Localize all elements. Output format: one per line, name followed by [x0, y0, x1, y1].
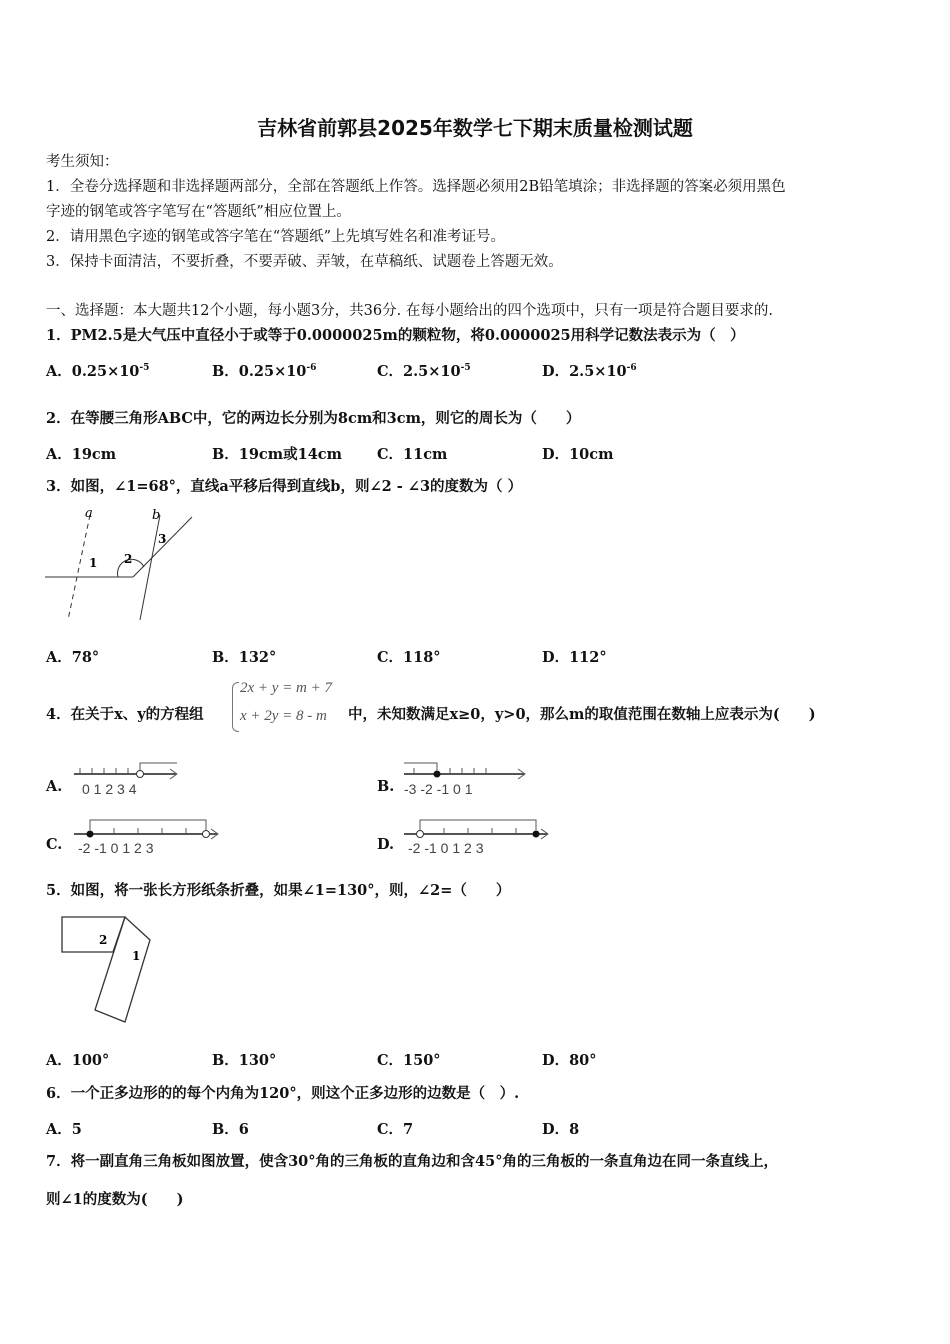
question-7: 7．将一副直角三角板如图放置，使含30°角的三角板的直角边和含45°角的三角板的一条直角边在同一条直线上， — [46, 1153, 778, 1170]
q5-option-b: B．130° — [212, 1052, 277, 1069]
notice-item: 字迹的钢笔或答字笔写在“答题纸”相应位置上。 — [46, 204, 351, 220]
svg-text:-2 -1 0 1 2 3: -2 -1 0 1 2 3 — [408, 840, 484, 855]
q5-option-a: A．100° — [46, 1052, 110, 1069]
q2-option-a: A．19cm — [46, 446, 117, 463]
brace — [232, 682, 239, 732]
q5-option-c: C．150° — [377, 1052, 441, 1069]
q1-option-b: B．$0.25\times 10^{-6}$ — [212, 363, 317, 380]
q6-option-c: C．7 — [377, 1121, 414, 1138]
q6-option-a: A．5 — [46, 1121, 82, 1138]
number-line-c — [72, 815, 227, 855]
q1-option-a: A．$0.25\times 10^{-5}$ — [46, 363, 150, 380]
notice-item: 3．保持卡面清洁，不要折叠，不要弄破、弄皱，在草稿纸、试题卷上答题无效。 — [46, 254, 563, 270]
angle-1-label: 1 — [89, 556, 98, 570]
number-line-b — [402, 760, 532, 798]
angle-2-label: 2 — [99, 933, 108, 947]
page-title: 吉林省前郭县2025年数学七下期末质量检测试题 — [257, 116, 693, 140]
number-line-a — [72, 760, 182, 798]
q4-option-d[interactable]: D. — [377, 836, 395, 853]
question-5: 5．如图，将一张长方形纸条折叠，如果∠1=130°，则，∠2=（ ） — [46, 882, 511, 899]
q4-option-c[interactable]: C. — [46, 836, 63, 853]
question-1: 1．PM2.5是大气压中直径小于或等于0.0000025m的颗粒物，将0.0000025用科学记数法表示为（ ） — [46, 327, 745, 344]
notice-item: 1．全卷分选择题和非选择题两部分，全部在答题纸上作答。选择题必须用2B铅笔填涂；非选择题的答案必须用黑色 — [46, 179, 786, 195]
q4-option-b[interactable]: B. — [377, 778, 395, 795]
q3-option-c: C．118° — [377, 649, 441, 666]
angle-2-label: 2 — [124, 552, 133, 566]
equation-2: x + 2y = 8 - m — [240, 708, 327, 724]
number-line-d — [402, 815, 557, 855]
q6-option-b: B．6 — [212, 1121, 249, 1138]
angle-1-label: 1 — [132, 949, 141, 963]
question-7-cont: 则∠1的度数为( ) — [46, 1191, 184, 1208]
q3-option-b: B．132° — [212, 649, 277, 666]
angle-3-label: 3 — [158, 532, 167, 546]
q5-figure — [55, 912, 165, 1032]
label-b: b — [152, 508, 161, 523]
question-2: 2．在等腰三角形ABC中，它的两边长分别为8cm和3cm，则它的周长为（ ） — [46, 410, 581, 427]
q5-option-d: D．80° — [542, 1052, 597, 1069]
question-6: 6．一个正多边形的的每个内角为120°，则这个正多边形的边数是（ ）. — [46, 1085, 520, 1102]
svg-text:-3 -2 -1 0 1: -3 -2 -1 0 1 — [404, 781, 473, 797]
equation-1: 2x + y = m + 7 — [240, 680, 333, 696]
q3-option-a: A．78° — [46, 649, 100, 666]
question-4-pre: 4．在关于x、y的方程组 — [46, 706, 204, 723]
question-4-post: 中，未知数满足x≥0，y>0，那么m的取值范围在数轴上应表示为( ) — [348, 706, 816, 723]
question-3: 3．如图，∠1=68°，直线a平移后得到直线b，则∠2 - ∠3的度数为（ ） — [46, 478, 523, 495]
q3-figure — [40, 505, 200, 630]
q6-option-d: D．8 — [542, 1121, 580, 1138]
notice-item: 2．请用黑色字迹的钢笔或答字笔在“答题纸”上先填写姓名和准考证号。 — [46, 229, 506, 245]
section-heading: 一、选择题：本大题共12个小题，每小题3分，共36分. 在每小题给出的四个选项中，只有一项是符合题目要求的. — [46, 303, 773, 319]
notice-heading: 考生须知： — [46, 154, 119, 170]
q4-option-a[interactable]: A. — [46, 778, 63, 795]
q1-option-c: C．$2.5\times 10^{-5}$ — [377, 363, 471, 380]
label-a: a — [85, 506, 93, 521]
q2-option-c: C．11cm — [377, 446, 448, 463]
q2-option-d: D．10cm — [542, 446, 614, 463]
q3-option-d: D．112° — [542, 649, 607, 666]
svg-text:0 1 2 3 4: 0 1 2 3 4 — [82, 781, 137, 797]
q2-option-b: B．19cm或14cm — [212, 446, 342, 463]
svg-text:-2 -1 0 1 2 3: -2 -1 0 1 2 3 — [78, 840, 154, 855]
q1-option-d: D．$2.5\times 10^{-6}$ — [542, 363, 637, 380]
